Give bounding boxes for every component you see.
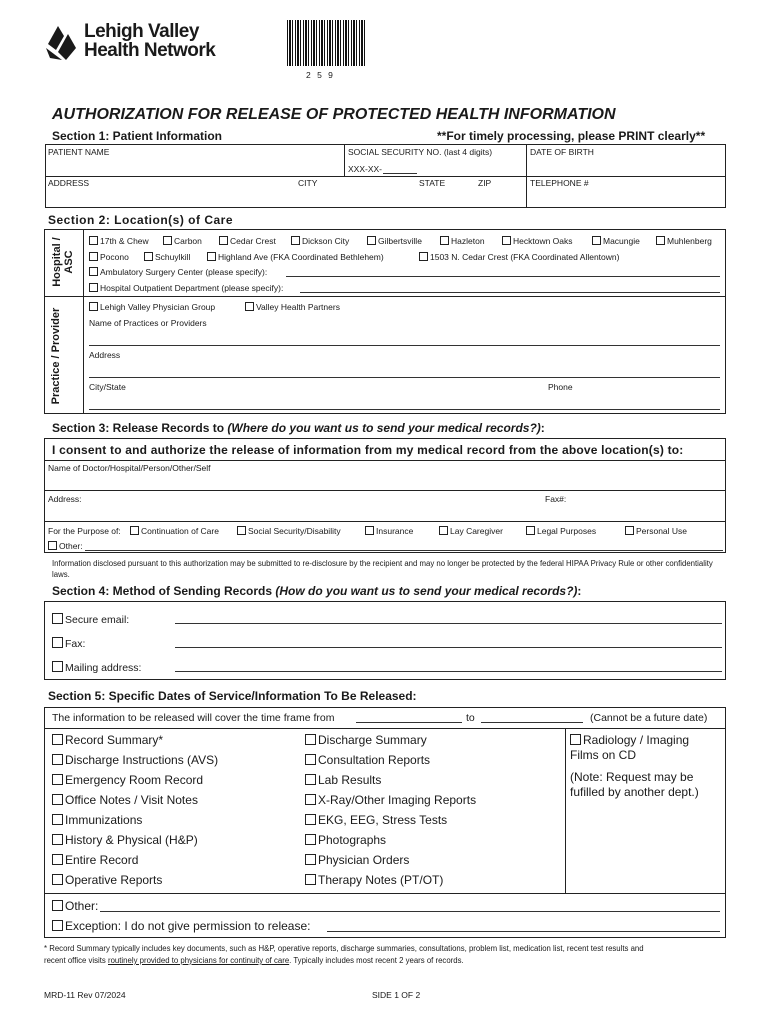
location-muhlenberg[interactable]: Muhlenberg — [656, 236, 712, 246]
ssn-prefix: XXX-XX- — [348, 164, 383, 174]
state-label: STATE — [419, 178, 446, 188]
logo-text-line1: Lehigh Valley — [84, 21, 199, 42]
redisclosure-disclaimer: Information disclosed pursuant to this authorization may be submitted to re-disclosure by the recipient and may no longer be protected by the federal HIPAA Privacy Rule or other confidentiality laws. — [52, 559, 713, 579]
section4-heading: Section 4: Method of Sending Records (How do you want us to send your medical records?): — [52, 584, 582, 598]
method-mailing-checkbox[interactable]: Mailing address: — [52, 661, 141, 674]
address-field[interactable] — [46, 188, 524, 206]
location-hazleton[interactable]: Hazleton — [440, 236, 485, 246]
location-17th-chew[interactable]: 17th & Chew — [89, 236, 149, 246]
info-lab-results-checkbox[interactable]: Lab Results — [305, 773, 381, 787]
info-operative-reports-checkbox[interactable]: Operative Reports — [52, 873, 162, 887]
patient-name-field[interactable] — [46, 157, 342, 175]
info-consultation-reports-checkbox[interactable]: Consultation Reports — [305, 753, 430, 767]
radiology-line2: Films on CD — [570, 748, 637, 762]
info-record-summary-checkbox[interactable]: Record Summary* — [52, 733, 163, 747]
section1-heading: Section 1: Patient Information — [52, 129, 223, 143]
practice-phone-label: Phone — [548, 382, 573, 392]
hospital-asc-label: Hospital / ASC — [51, 237, 75, 287]
ambulatory-surgery-field[interactable] — [286, 276, 720, 277]
practice-provider-label: Practice / Provider — [50, 307, 62, 405]
vhp-checkbox[interactable]: Valley Health Partners — [245, 302, 340, 312]
info-entire-record-checkbox[interactable]: Entire Record — [52, 853, 138, 867]
recipient-name-label: Name of Doctor/Hospital/Person/Other/Self — [48, 463, 211, 473]
info-other-field[interactable] — [100, 911, 720, 912]
location-hecktown-oaks[interactable]: Hecktown Oaks — [502, 236, 573, 246]
purpose-other-checkbox[interactable]: Other: — [48, 541, 83, 551]
info-physician-orders-checkbox[interactable]: Physician Orders — [305, 853, 409, 867]
barcode-number: 2 5 9 — [306, 70, 335, 80]
radiology-note-line1: (Note: Request may be — [570, 770, 694, 784]
zip-label: ZIP — [478, 178, 492, 188]
practice-name-field[interactable] — [89, 345, 720, 346]
print-clearly-note: **For timely processing, please PRINT clearly** — [437, 129, 706, 143]
location-carbon[interactable]: Carbon — [163, 236, 202, 246]
location-cedar-crest[interactable]: Cedar Crest — [219, 236, 276, 246]
location-1503-cedar-crest[interactable]: 1503 N. Cedar Crest (FKA Coordinated Allentown) — [419, 252, 619, 262]
practice-city-label: City/State — [89, 382, 126, 392]
ssn-label: SOCIAL SECURITY NO. (last 4 digits) — [348, 147, 493, 157]
timeframe-from-field[interactable] — [356, 722, 462, 723]
timeframe-note: (Cannot be a future date) — [590, 712, 708, 724]
purpose-personal-use-checkbox[interactable]: Personal Use — [625, 526, 687, 536]
practice-city-phone-field[interactable] — [89, 409, 720, 410]
location-highland-ave[interactable]: Highland Ave (FKA Coordinated Bethlehem) — [207, 252, 384, 262]
info-xray-imaging-checkbox[interactable]: X-Ray/Other Imaging Reports — [305, 793, 476, 807]
page-title: AUTHORIZATION FOR RELEASE OF PROTECTED HEALTH INFORMATION — [52, 106, 616, 123]
section5-heading: Section 5: Specific Dates of Service/Information To Be Released: — [48, 689, 417, 703]
purpose-lay-caregiver-checkbox[interactable]: Lay Caregiver — [439, 526, 503, 536]
method-secure-email-checkbox[interactable]: Secure email: — [52, 613, 129, 626]
consent-statement: I consent to and authorize the release of information from my medical record from the above location(s) to: — [52, 443, 684, 457]
exception-checkbox[interactable]: Exception: I do not give permission to release: — [52, 919, 310, 933]
location-pocono[interactable]: Pocono — [89, 252, 129, 262]
footnote-line2: recent office visits routinely provided to physicians for continuity of care. Typically includes most recent 2 years of records. — [44, 956, 464, 965]
radiology-note-line2: fufilled by another dept.) — [570, 785, 699, 799]
footnote-line1: * Record Summary typically includes key documents, such as H&P, operative reports, discharge summaries, consultations, problem list, medication list, recent test results and — [44, 944, 644, 953]
section3-heading: Section 3: Release Records to (Where do you want us to send your medical records?): — [52, 421, 545, 435]
page-indicator: SIDE 1 OF 2 — [372, 990, 421, 1000]
fax-field[interactable] — [175, 647, 722, 648]
practice-address-field[interactable] — [89, 377, 720, 378]
info-other-checkbox[interactable]: Other: — [52, 899, 98, 913]
recipient-address-label: Address: — [48, 494, 82, 504]
city-label: CITY — [298, 178, 318, 188]
purpose-insurance-checkbox[interactable]: Insurance — [365, 526, 413, 536]
info-discharge-summary-checkbox[interactable]: Discharge Summary — [305, 733, 427, 747]
info-photographs-checkbox[interactable]: Photographs — [305, 833, 386, 847]
info-history-physical-checkbox[interactable]: History & Physical (H&P) — [52, 833, 198, 847]
telephone-label: TELEPHONE # — [530, 178, 589, 188]
ambulatory-surgery-checkbox[interactable]: Ambulatory Surgery Center (please specify): — [89, 267, 267, 277]
exception-field[interactable] — [327, 931, 720, 932]
address-label: ADDRESS — [48, 178, 90, 188]
practice-address-label: Address — [89, 350, 121, 360]
info-ekg-eeg-checkbox[interactable]: EKG, EEG, Stress Tests — [305, 813, 447, 827]
outpatient-dept-field[interactable] — [300, 292, 720, 293]
method-box — [44, 601, 726, 680]
info-therapy-notes-checkbox[interactable]: Therapy Notes (PT/OT) — [305, 873, 443, 887]
lvhn-logo-icon — [44, 22, 80, 62]
practice-name-label: Name of Practices or Providers — [89, 318, 207, 328]
barcode — [287, 20, 367, 66]
logo-text-line2: Health Network — [84, 40, 216, 61]
location-macungie[interactable]: Macungie — [592, 236, 640, 246]
timeframe-to-field[interactable] — [481, 722, 583, 723]
mailing-address-field[interactable] — [175, 671, 722, 672]
recipient-fax-label: Fax#: — [545, 494, 567, 504]
purpose-legal-checkbox[interactable]: Legal Purposes — [526, 526, 596, 536]
info-discharge-instructions-checkbox[interactable]: Discharge Instructions (AVS) — [52, 753, 218, 767]
purpose-other-field[interactable] — [85, 550, 723, 551]
outpatient-dept-checkbox[interactable]: Hospital Outpatient Department (please specify): — [89, 283, 283, 293]
location-dickson-city[interactable]: Dickson City — [291, 236, 349, 246]
info-radiology-checkbox[interactable]: Radiology / Imaging — [570, 733, 689, 747]
info-immunizations-checkbox[interactable]: Immunizations — [52, 813, 142, 827]
purpose-label: For the Purpose of: — [48, 526, 121, 536]
patient-name-label: PATIENT NAME — [48, 147, 110, 157]
method-fax-checkbox[interactable]: Fax: — [52, 637, 85, 650]
timeframe-to: to — [466, 712, 475, 724]
info-office-notes-checkbox[interactable]: Office Notes / Visit Notes — [52, 793, 198, 807]
recipient-address-field[interactable] — [45, 504, 725, 520]
recipient-name-field[interactable] — [45, 473, 725, 489]
location-schuylkill[interactable]: Schuylkill — [144, 252, 190, 262]
lvpg-checkbox[interactable]: Lehigh Valley Physician Group — [89, 302, 215, 312]
section2-heading: Section 2: Location(s) of Care — [48, 213, 234, 227]
timeframe-text: The information to be released will cover the time frame from — [52, 712, 335, 724]
location-gilbertsville[interactable]: Gilbertsville — [367, 236, 422, 246]
purpose-social-security-checkbox[interactable]: Social Security/Disability — [237, 526, 341, 536]
purpose-continuation-checkbox[interactable]: Continuation of Care — [130, 526, 219, 536]
info-er-record-checkbox[interactable]: Emergency Room Record — [52, 773, 203, 787]
dob-label: DATE OF BIRTH — [530, 147, 594, 157]
telephone-field[interactable] — [527, 188, 725, 206]
dob-field[interactable] — [527, 157, 725, 175]
ssn-field[interactable] — [383, 173, 417, 174]
secure-email-field[interactable] — [175, 623, 722, 624]
form-id: MRD-11 Rev 07/2024 — [44, 990, 126, 1000]
